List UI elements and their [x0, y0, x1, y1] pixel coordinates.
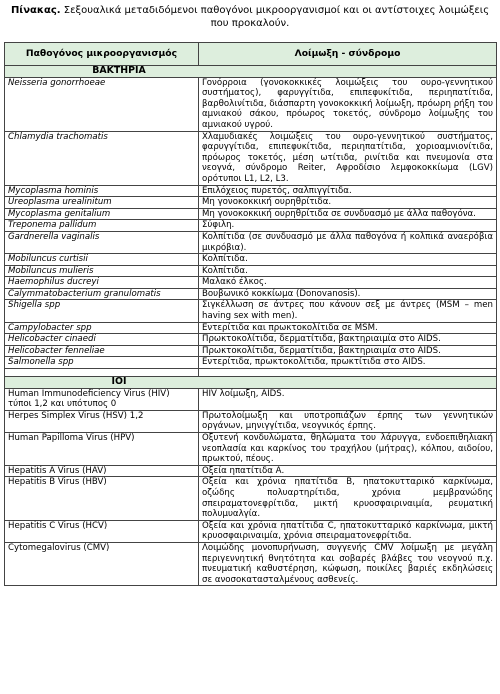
infection-cell: Οξυτενή κονδυλώματα, θηλώματα του λάρυγγα, ενδοεπιθηλιακή νεοπλασία και καρκίνος του τραχήλου (μήτρας), κόλπου, αιδοίου, πρωκτού, πέους. — [199, 433, 497, 466]
table-row — [5, 322, 497, 334]
infection-cell: Σύφιλη. — [199, 220, 497, 232]
table-caption — [6, 4, 494, 30]
pathogen-cell: Mycoplasma hominis — [5, 185, 199, 197]
header-infection: Λοίμωξη - σύνδρομο — [199, 43, 497, 66]
table-row — [5, 334, 497, 346]
infection-cell: Μη γονοκοκκική ουρηθρίτιδα σε συνδυασμό με άλλα παθογόνα. — [199, 208, 497, 220]
infection-cell: Λοιμώδης μονοπυρήνωση, συγγενής CMV λοίμωξη με μεγάλη περιγεννητική θνητότητα και σοβαρές βλάβες του νεογνού π.χ. πνευματική καθυστέρηση, κώφωση, ποικίλες βαριές εκδηλώσεις σε ανοσοκατασταλμένους ασθενείς. — [199, 542, 497, 585]
table-row — [5, 345, 497, 357]
table-row — [5, 231, 497, 253]
pathogen-cell: Chlamydia trachomatis — [5, 131, 199, 185]
table-row — [5, 265, 497, 277]
pathogen-cell: Hepatitis C Virus (HCV) — [5, 520, 199, 542]
pathogen-cell: Haemophilus ducreyi — [5, 277, 199, 289]
pathogen-cell: Human Immunodeficiency Virus (HIV) τύποι 1,2 και υπότυπος 0 — [5, 388, 199, 410]
table-row — [5, 77, 497, 131]
pathogen-cell: Hepatitis B Virus (HBV) — [5, 477, 199, 520]
infection-cell: Εντερίτιδα, πρωκτοκολίτιδα, πρωκτίτιδα στο AIDS. — [199, 357, 497, 369]
infection-cell: Οξεία και χρόνια ηπατίτιδα Β, ηπατοκυτταρικό καρκίνωμα, οζώδης πολυαρτηρίτιδα, χρόνια μεμβρανώδης σπειραματονεφρίτιδα, μικτή κρυοσφαιριναιμία, ρευματική πολυμυαλγία. — [199, 477, 497, 520]
section-row-viruses — [5, 377, 497, 389]
table-row — [5, 477, 497, 520]
table-row — [5, 197, 497, 209]
infection-cell: Οξεία ηπατίτιδα Α. — [199, 465, 497, 477]
table-row — [5, 220, 497, 232]
infection-cell: Κολπίτιδα. — [199, 254, 497, 266]
table-row — [5, 410, 497, 432]
infection-cell: Χλαμυδιακές λοιμώξεις του ουρο-γεννητικού συστήματος, φαρυγγίτιδα, επιπεφυκίτιδα, περιηπατίτιδα, χοριοαμνιονίτιδα, πρόωρος τοκετός, μέση ωτίτιδα, ρινίτιδα και πνευμονία στα νεογνά, σύνδρομο Reiter, Αφροδίσιο λεμφοκοκκίωμα (LGV) ορότυποι L1, L2, L3. — [199, 131, 497, 185]
pathogen-cell: Calymmatobacterium granulomatis — [5, 288, 199, 300]
pathogen-cell: Hepatitis A Virus (HAV) — [5, 465, 199, 477]
table-row — [5, 131, 497, 185]
infection-cell: Σιγκέλλωση σε άντρες που κάνουν σεξ με άντρες (MSM – men having sex with men). — [199, 300, 497, 322]
header-pathogen: Παθογόνος μικροοργανισμός — [5, 43, 199, 66]
table-row — [5, 185, 497, 197]
infection-cell: Μαλακό έλκος. — [199, 277, 497, 289]
section-title-bacteria-text: ΒΑΚΤΗΡΙΑ — [92, 65, 146, 76]
pathogen-cell: Shigella spp — [5, 300, 199, 322]
table-body — [5, 66, 497, 586]
pathogen-cell: Mobiluncus mulieris — [5, 265, 199, 277]
infection-cell: Οξεία και χρόνια ηπατίτιδα C, ηπατοκυτταρικό καρκίνωμα, μικτή κρυοσφαιριναιμία, χρόνια σπειραματονεφρίτιδα. — [199, 520, 497, 542]
pathogen-cell: Mycoplasma genitalium — [5, 208, 199, 220]
pathogen-cell: Human Papilloma Virus (HPV) — [5, 433, 199, 466]
infection-cell: Πρωκτοκολίτιδα, δερματίτιδα, βακτηριαιμία στο AIDS. — [199, 334, 497, 346]
table-row — [5, 465, 497, 477]
pathogen-cell: Salmonella spp — [5, 357, 199, 369]
pathogen-cell: Cytomegalovirus (CMV) — [5, 542, 199, 585]
spacer-cell — [199, 369, 497, 377]
pathogen-cell: Neisseria gonorrhoeae — [5, 77, 199, 131]
pathogen-cell: Treponema pallidum — [5, 220, 199, 232]
table-row — [5, 357, 497, 369]
table-row — [5, 542, 497, 585]
pathogen-cell: Gardnerella vaginalis — [5, 231, 199, 253]
table-row — [5, 277, 497, 289]
pathogen-cell: Herpes Simplex Virus (HSV) 1,2 — [5, 410, 199, 432]
caption-text: Σεξουαλικά μεταδιδόμενοι παθογόνοι μικροοργανισμοί και οι αντίστοιχες λοιμώξεις που προκαλούν. — [60, 5, 490, 29]
table-row — [5, 520, 497, 542]
table-row — [5, 300, 497, 322]
pathogen-cell: Ureoplasma urealinitum — [5, 197, 199, 209]
section-row-bacteria — [5, 66, 497, 78]
infection-cell: Πρωκτοκολίτιδα, δερματίτιδα, βακτηριαιμία στο AIDS. — [199, 345, 497, 357]
infection-cell: Κολπίτιδα (σε συνδυασμό με άλλα παθογόνα ή κολπικά αναερόβια μικρόβια). — [199, 231, 497, 253]
caption-label: Πίνακας. — [10, 5, 61, 16]
table-header-row — [5, 43, 497, 66]
table-row — [5, 288, 497, 300]
infection-cell: Μη γονοκοκκική ουρηθρίτιδα. — [199, 197, 497, 209]
section-title-viruses-text: ΙΟΙ — [111, 376, 127, 388]
table-row — [5, 254, 497, 266]
section-spacer — [5, 369, 497, 377]
pathogen-cell: Mobiluncus curtisii — [5, 254, 199, 266]
infection-cell: Κολπίτιδα. — [199, 265, 497, 277]
pathogens-table — [4, 42, 497, 586]
pathogen-cell: Campylobacter spp — [5, 322, 199, 334]
section-title-bacteria — [5, 66, 497, 78]
infection-cell: Βουβωνικό κοκκίωμα (Donovanosis). — [199, 288, 497, 300]
table-row — [5, 208, 497, 220]
infection-cell: HIV λοίμωξη, AIDS. — [199, 388, 497, 410]
pathogen-cell: Helicobacter fenneliae — [5, 345, 199, 357]
pathogen-cell: Helicobacter cinaedi — [5, 334, 199, 346]
table-row — [5, 433, 497, 466]
table-row — [5, 388, 497, 410]
infection-cell: Εντερίτιδα και πρωκτοκολίτιδα σε MSM. — [199, 322, 497, 334]
infection-cell: Γονόρροια (γονοκοκκικές λοιμώξεις του ουρο-γεννητικού συστήματος), φαρυγγίτιδα, επιπεφυκίτιδα, περιηπατίτιδα, βαρθολινίτιδα, διάσπαρτη γονοκοκκική λοίμωξη, πρόωρη ρήξη του αμνιακού σάκου, πρόωρος τοκετός, σύνδρομο λοίμωξης του αμνιακού υγρού. — [199, 77, 497, 131]
infection-cell: Επιλόχειος πυρετός, σαλπιγγίτιδα. — [199, 185, 497, 197]
spacer-cell — [5, 369, 199, 377]
section-title-viruses — [5, 377, 497, 389]
infection-cell: Πρωτολοίμωξη και υποτροπιάζων έρπης των γεννητικών οργάνων, μηνιγγίτιδα, νεογνικός έρπης. — [199, 410, 497, 432]
